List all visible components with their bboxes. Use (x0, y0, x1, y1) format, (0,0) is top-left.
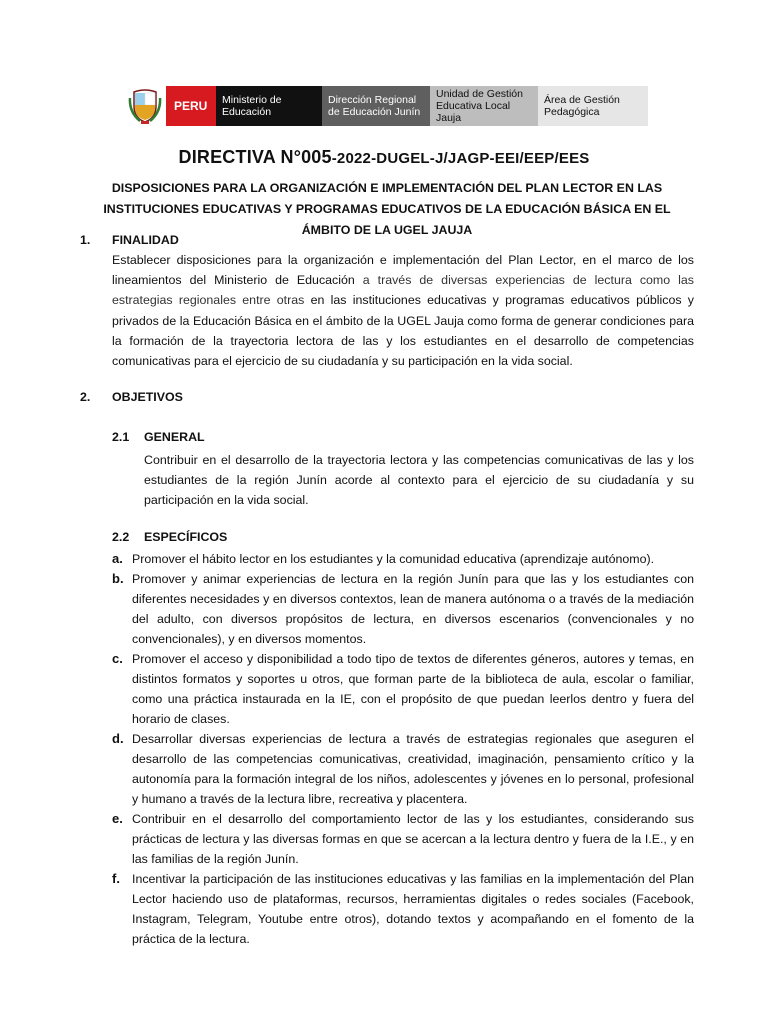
section-heading: OBJETIVOS (112, 390, 183, 404)
finalidad-text: Establecer disposiciones para la organización e implementación del Plan Lector, en el marco de los lineamientos del Ministerio de Educación a través de diversas experiencias de lectura como las estrategias regionales entre otras en las instituciones educativas y programas educativos públicos y privados de la Educación Básica en el ámbito de la UGEL Jauja como forma de generar condiciones para la formación de la trayectoria lectora de las y los estudiantes en el desarrollo de competencias comunicativas para el ejercicio de su ciudadanía y su participación en la vida social. (112, 253, 694, 369)
list-marker: d. (112, 731, 124, 746)
subsection-number: 2.1 (112, 430, 130, 444)
list-item (112, 569, 694, 649)
document-title (0, 147, 768, 168)
list-item-text: Desarrollar diversas experiencias de lectura a través de estrategias regionales que aseguren el desarrollo de las competencias comunicativas, creatividad, imaginación, pensamiento crítico y la autonomía para la formación integral de los niños, adolescentes y jóvenes en lo personal, profesional y humano a través de la lectura libre, recreativa y placentera. (132, 732, 694, 806)
list-item (112, 729, 694, 809)
document-subtitle: DISPOSICIONES PARA LA ORGANIZACIÓN E IMPLEMENTACIÓN DEL PLAN LECTOR EN LAS INSTITUCIONES EDUCATIVAS Y PROGRAMAS EDUCATIVOS DE LA EDUCACIÓN BÁSICA EN EL ÁMBITO DE LA UGEL JAUJA (103, 181, 671, 237)
list-marker: a. (112, 551, 123, 566)
list-item-text: Promover el acceso y disponibilidad a todo tipo de textos de diferentes géneros, autores y temas, en distintos formatos y soportes u otros, que forman parte de la biblioteca de aula, escolar o familiar, como una práctica instaurada en la IE, con el propósito de que puedan leerlos dentro y fuera del horario de clases. (132, 652, 694, 726)
subsection-heading: ESPECÍFICOS (144, 530, 228, 544)
list-marker: c. (112, 651, 123, 666)
list-item-text: Incentivar la participación de las instituciones educativas y las familias en la implementación del Plan Lector haciendo uso de plataformas, recursos, herramientas digitales o redes sociales (Facebook, Instagram, Telegram, Youtube entre otros), dotando textos y acompañando en el fomento de la práctica de la lectura. (132, 872, 694, 946)
general-text: Contribuir en el desarrollo de la trayectoria lectora y las competencias comunicativas de las y los estudiantes de la región Junín acorde al contexto para el ejercicio de su ciudadanía y su participación en la vida social. (144, 453, 694, 508)
ugel-label: Unidad de Gestión Educativa Local Jauja (430, 86, 538, 126)
institutional-banner (124, 86, 648, 126)
subsection-heading: GENERAL (144, 430, 205, 444)
list-item (112, 649, 694, 729)
list-marker: e. (112, 811, 123, 826)
list-item-text: Promover el hábito lector en los estudiantes y la comunidad educativa (aprendizaje autónomo). (132, 552, 655, 566)
list-item (112, 869, 694, 949)
ministerio-label: Ministerio de Educación (216, 86, 322, 126)
list-marker: b. (112, 571, 124, 586)
section-heading: FINALIDAD (112, 233, 179, 247)
list-item-text: Contribuir en el desarrollo del comportamiento lector de las y los estudiantes, considerando sus prácticas de lectura y las diversas formas en que se acercan a la lectura dentro y fuera de la I.E., y en las familias de la región Junín. (132, 812, 694, 866)
especificos-list (112, 549, 694, 949)
peru-coat-of-arms-icon (124, 86, 166, 126)
title-prefix: DIRECTIVA N°005 (178, 147, 332, 167)
area-gestion-label: Área de Gestión Pedagógica (538, 86, 648, 126)
section-number: 1. (80, 233, 91, 247)
subsection-number: 2.2 (112, 530, 130, 544)
direccion-regional-label: Dirección Regional de Educación Junín (322, 86, 430, 126)
title-suffix: -2022-DUGEL-J/JAGP-EEI/EEP/EES (331, 150, 590, 167)
section-number: 2. (80, 390, 91, 404)
list-item (112, 549, 694, 569)
peru-label: PERU (166, 86, 216, 126)
list-item (112, 809, 694, 869)
list-marker: f. (112, 871, 120, 886)
list-item-text: Promover y animar experiencias de lectura en la región Junín para que las y los estudiantes con diferentes necesidades y en diversos contextos, lean de manera autónoma o a través de la mediación del adulto, con diversos propósitos de lectura, en diversos escenarios (convencionales y no convencionales), y en diversos momentos. (132, 572, 694, 646)
